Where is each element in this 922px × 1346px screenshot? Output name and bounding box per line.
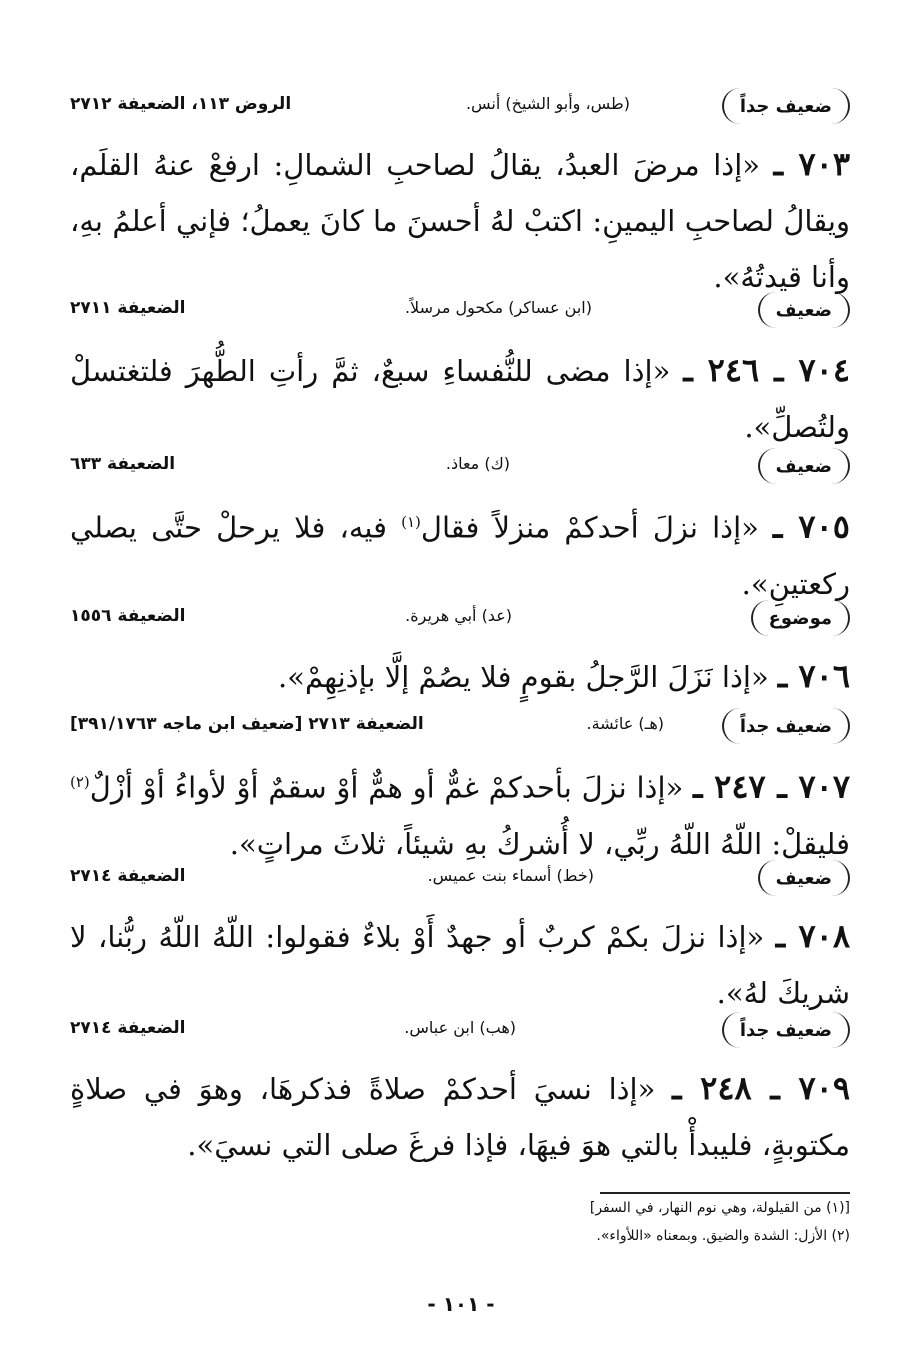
- reference: الضعيفة ٢٧١٣ [ضعيف ابن ماجه ٣٩١/١٧٦٣]: [70, 714, 424, 734]
- reference: الضعيفة ٢٧١٤: [70, 1018, 186, 1038]
- source-citation: (ك) معاذ.: [445, 454, 510, 473]
- reference: الروض ١١٣، الضعيفة ٢٧١٢: [70, 94, 292, 114]
- hadith-body: «إذا مرضَ العبدُ، يقالُ لصاحبِ الشمالِ: ارفعْ عنهُ القلَم، ويقالُ لصاحبِ اليمينِ: اكتبْ لهُ أحسنَ ما كانَ يعملُ؛ فإني أعلمُ بهِ، وأنا قيدتُهُ».: [70, 148, 850, 294]
- source-citation: (طس، وأبو الشيخ) أنس.: [465, 94, 630, 113]
- hadith-text: [70, 908, 850, 1021]
- footnote-divider: [600, 1192, 850, 1194]
- hadith-text: [70, 1060, 850, 1173]
- hadith-body-cont: فيه، فلا يرحلْ حتَّى يصلي ركعتينِ».: [70, 510, 850, 601]
- reference: الضعيفة ٢٧١١: [70, 298, 186, 318]
- grade-line: [70, 292, 850, 336]
- hadith-number: ٧٠٧ ـ ٢٤٧ ـ: [693, 767, 851, 806]
- hadith-body: «إذا مضى للنُّفساءِ سبعٌ، ثمَّ رأتِ الطُّهرَ فلتغتسلْ ولتُصلِّ».: [70, 354, 850, 444]
- source-citation: (عد) أبي هريرة.: [405, 606, 512, 625]
- footnote: [(١) من القيلولة، وهي نوم النهار، في السفر]: [589, 1200, 850, 1216]
- grade-badge: موضوع: [751, 600, 850, 636]
- reference: الضعيفة ٦٣٣: [70, 454, 176, 474]
- grade-line: [70, 88, 850, 132]
- source-citation: (هب) ابن عباس.: [404, 1018, 516, 1037]
- grade-line: [70, 448, 850, 492]
- grade-line: [70, 600, 850, 644]
- hadith-body: «إذا نزلَ بكمْ كربٌ أو جهدٌ أَوْ بلاءٌ فقولوا: اللّهُ اللّهُ ربُّنا، لا شريكَ لهُ».: [70, 920, 850, 1010]
- grade-badge: ضعيف: [758, 292, 850, 328]
- page-number: - ١٠١ -: [427, 1292, 495, 1316]
- hadith-body-cont: فليقلْ: اللّهُ اللّهُ ربِّي، لا أُشركُ بهِ شيئاً، ثلاثَ مراتٍ».: [229, 826, 850, 861]
- source-citation: (ابن عساكر) مكحول مرسلاً.: [404, 298, 592, 317]
- hadith-text: [70, 754, 850, 872]
- grade-badge: ضعيف: [758, 860, 850, 896]
- hadith-number: ٧٠٨ ـ: [775, 917, 851, 955]
- source-citation: (خط) أسماء بنت عميس.: [427, 866, 594, 885]
- grade-badge: ضعيف جداً: [722, 88, 850, 124]
- grade-badge: ضعيف: [758, 448, 850, 484]
- grade-line: [70, 708, 850, 752]
- grade-badge: ضعيف جداً: [722, 708, 850, 744]
- grade-badge: ضعيف جداً: [722, 1012, 850, 1048]
- footnote-marker: (١): [401, 513, 421, 531]
- hadith-body: «إذا نسيَ أحدكمْ صلاةً فذكرهَا، وهوَ في صلاةٍ مكتوبةٍ، فليبدأْ بالتي هوَ فيهَا، فإذا فرغَ صلى التي نسيَ».: [70, 1072, 850, 1162]
- footnote-marker: (٢): [70, 773, 90, 791]
- hadith-text: [70, 494, 850, 612]
- grade-line: [70, 1012, 850, 1056]
- hadith-text: [70, 648, 850, 705]
- hadith-body: «إذا نزلَ أحدكمْ منزلاً فقال: [420, 510, 759, 545]
- hadith-text: [70, 136, 850, 305]
- hadith-body: «إذا نزلَ بأحدكمْ غمٌّ أو همٌّ أوْ سقمٌ أوْ لأواءُ أوْ أزْلٌ: [89, 770, 684, 805]
- reference: الضعيفة ٢٧١٤: [70, 866, 186, 886]
- hadith-body: «إذا نَزَلَ الرَّجلُ بقومٍ فلا يصُمْ إلَّا بإذنِهِمْ».: [277, 660, 769, 694]
- grade-line: [70, 860, 850, 904]
- footnote: (٢) الأزل: الشدة والضيق. وبمعناه «اللأواء».: [596, 1228, 850, 1244]
- source-citation: (هـ) عائشة.: [586, 714, 664, 733]
- hadith-number: ٧٠٩ ـ ٢٤٨ ـ: [672, 1069, 851, 1107]
- hadith-text: [70, 342, 850, 455]
- hadith-number: ٧٠٥ ـ: [773, 507, 850, 546]
- hadith-number: ٧٠٣ ـ: [773, 145, 851, 183]
- reference: الضعيفة ١٥٥٦: [70, 606, 186, 626]
- hadith-number: ٧٠٦ ـ: [777, 657, 850, 695]
- hadith-number: ٧٠٤ ـ ٢٤٦ ـ: [683, 351, 851, 389]
